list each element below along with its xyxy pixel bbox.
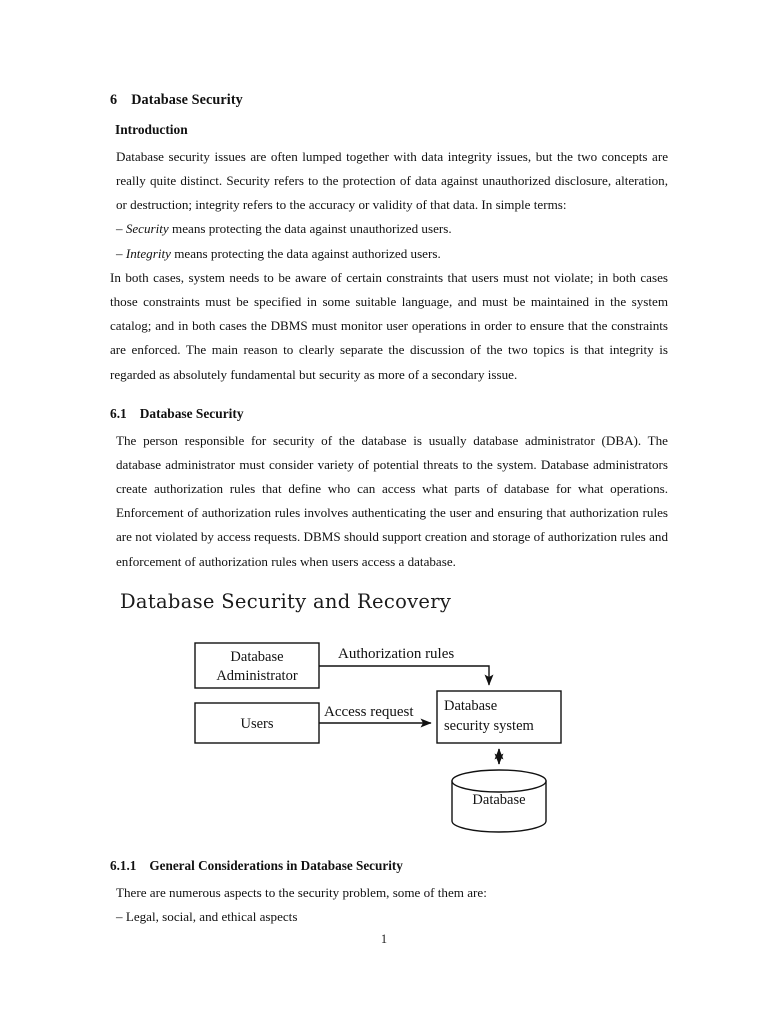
introduction-heading: Introduction [115,122,188,138]
subsection-6-1-heading [110,406,668,423]
figure-title: Database Security and Recovery [120,590,452,613]
database-cylinder-label: Database [472,792,526,808]
bullet-text-security: means protecting the data against unauthorized users. [172,221,452,237]
subsection-6-1-1-number: 6.1.1 [110,858,137,873]
figure-database-security-and-recovery [110,590,670,845]
bullet-integrity [110,242,668,266]
subsection-6-1-number: 6.1 [110,405,127,421]
users-label: Users [240,716,274,732]
dba-label-line1: Database [230,649,284,665]
list-item-legal-social-ethical: – Legal, social, and ethical aspects [116,908,298,924]
subsection-6-1-1-lead-in: There are numerous aspects to the security problem, some of them are: [116,884,487,900]
subsection-6-1-1-title: General Considerations in Database Security [149,858,403,873]
security-label-line2: security system [444,718,534,734]
bullet-text-integrity: means protecting the data against authorized users. [174,245,441,261]
node-database-security-system [437,691,561,743]
dba-label-line2: Administrator [216,668,298,684]
bullet-security [110,217,668,241]
node-database-administrator [195,643,319,688]
page-number: 1 [380,932,388,946]
authorization-rules-label: Authorization rules [338,646,455,662]
text-column [110,92,668,574]
bullet-term-security: Security [125,221,169,237]
introduction-paragraph-2: In both cases, system needs to be aware of certain constraints that users must not violate; in both cases those constraints must be specified in some suitable language, and must be maintained in the system catalog; and in both cases the DBMS must monitor user operations in order to ensure that the constraints are enforced. The main reason to clearly separate the discussion of the two topics is that integrity is regarded as absolutely fundamental but security as more of a secondary issue. [110,269,668,382]
section-number: 6 [110,92,118,108]
figure-diagram [110,590,670,845]
bullet-term-integrity: Integrity [125,245,171,261]
subsection-6-1-1-block [110,858,668,929]
security-label-line1: Database [444,698,498,714]
node-database-cylinder [452,770,546,832]
access-request-label: Access request [324,704,414,720]
edge-authorization-rules [319,646,489,685]
section-heading [110,92,668,109]
subsection-6-1-paragraph: The person responsible for security of the database is usually database administrator (DBA). The database administrator must consider variety of potential threats to the system. Database administrators create authorization rules that define who can access what parts of database for what operations. Enforcement of authorization rules involves authenticating the user and ensuring that authorization rules are not violated by access requests. DBMS should support creation and storage of authorization rules and enforcement of authorization rules when users access a database. [116,432,668,569]
bullet-dash: – [116,221,123,237]
bullet-dash: – [116,245,123,261]
section-title: Database Security [131,92,243,108]
subsection-6-1-1-heading [110,858,668,875]
subsection-6-1-title: Database Security [139,405,244,421]
node-users [195,703,319,743]
introduction-paragraph-1: Database security issues are often lumped together with data integrity issues, but the two concepts are really quite distinct. Security refers to the protection of data against unauthorized disclosure, alteration, or destruction; integrity refers to the accuracy or validity of that data. In simple terms: [116,148,668,213]
edge-access-request [319,704,431,723]
